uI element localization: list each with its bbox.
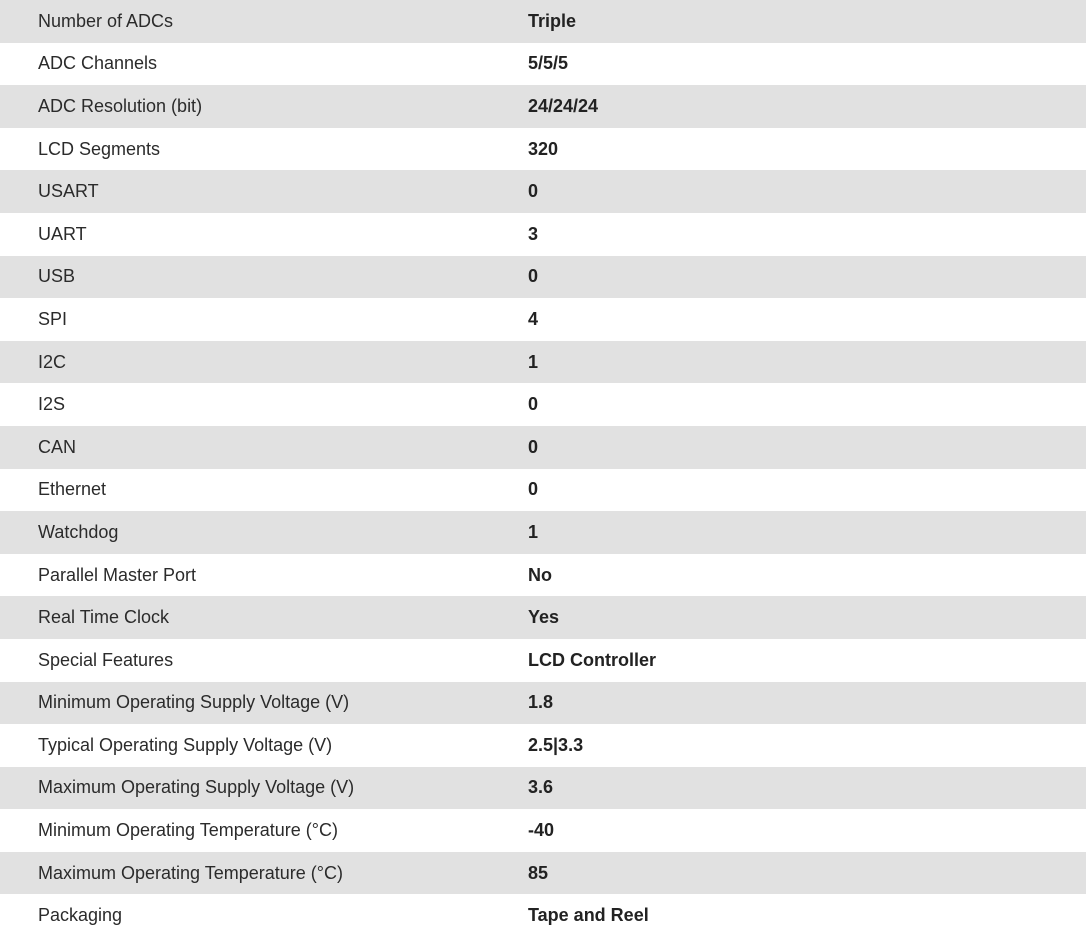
spec-label: ADC Resolution (bit): [38, 95, 203, 116]
spec-label: Maximum Operating Temperature (°C): [38, 862, 343, 883]
spec-row: [0, 85, 1086, 128]
spec-label: Number of ADCs: [38, 10, 174, 31]
spec-value: LCD Controller: [528, 649, 656, 670]
spec-row: [0, 298, 1086, 341]
spec-row: [0, 894, 1086, 937]
spec-value: 320: [528, 138, 559, 159]
spec-label: Real Time Clock: [38, 607, 170, 628]
spec-row: [0, 554, 1086, 597]
spec-value: Triple: [528, 10, 577, 31]
spec-value: 5/5/5: [528, 53, 569, 74]
spec-row: [0, 852, 1086, 895]
spec-value: Yes: [528, 607, 560, 628]
spec-value: 85: [528, 862, 549, 883]
spec-label: Typical Operating Supply Voltage (V): [38, 734, 333, 755]
spec-label: USB: [38, 266, 76, 287]
spec-row: [0, 511, 1086, 554]
spec-row: [0, 213, 1086, 256]
spec-value: 3.6: [528, 777, 554, 798]
spec-value: 1: [528, 521, 539, 542]
spec-row: [0, 0, 1086, 43]
spec-row: [0, 383, 1086, 426]
spec-row: [0, 809, 1086, 852]
spec-label: CAN: [38, 436, 77, 457]
spec-row: [0, 426, 1086, 469]
spec-label: Maximum Operating Supply Voltage (V): [38, 777, 355, 798]
spec-label: Packaging: [38, 905, 123, 926]
spec-label: Minimum Operating Supply Voltage (V): [38, 692, 350, 713]
spec-value: 0: [528, 436, 539, 457]
spec-row: [0, 341, 1086, 384]
spec-value: 0: [528, 394, 539, 415]
spec-label: Special Features: [38, 649, 174, 670]
spec-value: -40: [528, 820, 555, 841]
spec-label: UART: [38, 223, 87, 244]
spec-row: [0, 724, 1086, 767]
spec-value: 4: [528, 308, 539, 329]
spec-label: LCD Segments: [38, 138, 161, 159]
spec-row: [0, 596, 1086, 639]
spec-value: Tape and Reel: [528, 905, 649, 926]
spec-row: [0, 469, 1086, 512]
spec-row: [0, 682, 1086, 725]
spec-label: I2C: [38, 351, 67, 372]
spec-label: Watchdog: [38, 521, 119, 542]
spec-row: [0, 43, 1086, 86]
spec-value: No: [528, 564, 552, 585]
spec-label: I2S: [38, 394, 66, 415]
spec-label: SPI: [38, 308, 68, 329]
spec-value: 0: [528, 266, 539, 287]
spec-row: [0, 639, 1086, 682]
spec-label: ADC Channels: [38, 53, 158, 74]
spec-value: 24/24/24: [528, 95, 599, 116]
spec-row: [0, 767, 1086, 810]
spec-value: 1.8: [528, 692, 554, 713]
spec-label: Minimum Operating Temperature (°C): [38, 820, 338, 841]
spec-value: 2.5|3.3: [528, 734, 584, 755]
spec-row: [0, 256, 1086, 299]
spec-value: 1: [528, 351, 539, 372]
spec-row: [0, 170, 1086, 213]
spec-label: Parallel Master Port: [38, 564, 197, 585]
spec-value: 0: [528, 181, 539, 202]
spec-value: 3: [528, 223, 539, 244]
spec-row: [0, 128, 1086, 171]
spec-value: 0: [528, 479, 539, 500]
spec-label: USART: [38, 181, 99, 202]
spec-label: Ethernet: [38, 479, 107, 500]
